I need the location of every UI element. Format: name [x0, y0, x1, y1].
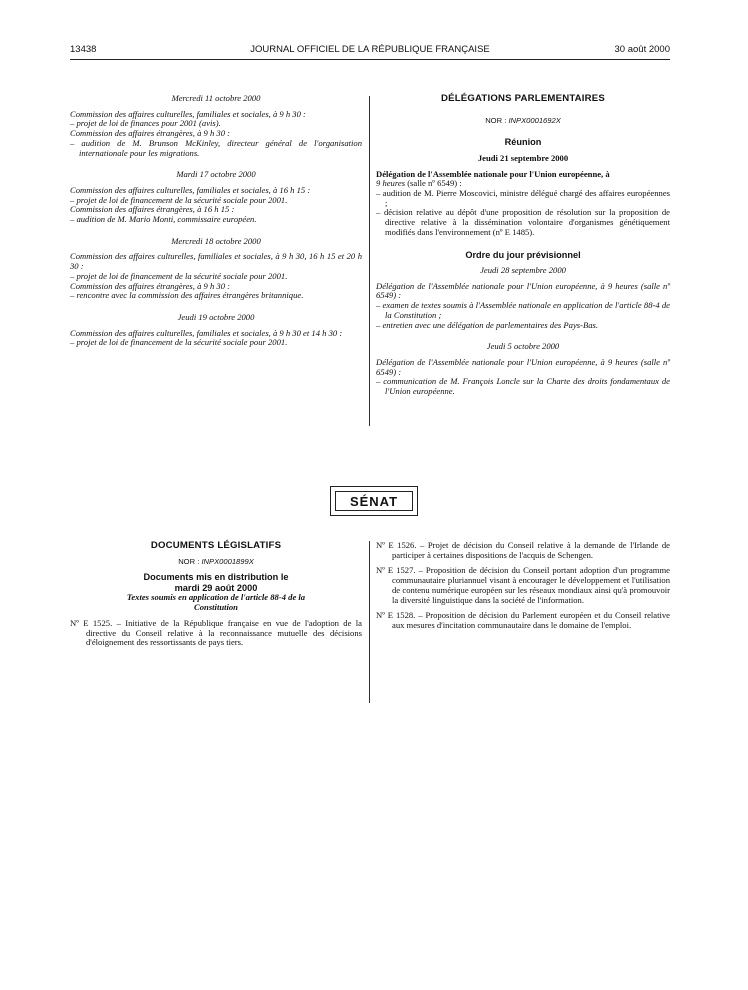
schedule-date: Mercredi 18 octobre 2000	[171, 235, 261, 246]
delegation-heading: Délégation de l'Assemblée nationale pour l'Union européenne, à 9 heures (salle nº 6549) :	[376, 356, 670, 377]
committee-heading: Commission des affaires culturelles, familiales et sociales, à 9 h 30, 16 h 15 et 20 h 30 :	[70, 251, 362, 272]
header-rule	[70, 59, 670, 60]
agenda-item: – audition de M. Brunson McKinley, directeur général de l'organisation internationale pour les migrations.	[70, 137, 362, 158]
documents-subtitle-article: Textes soumis en application de l'article 88-4 de la Constitution	[126, 592, 306, 613]
journal-title: JOURNAL OFFICIEL DE LA RÉPUBLIQUE FRANÇAISE	[250, 44, 490, 55]
documents-subtitle: Documents mis en distribution le mardi 29 août 2000	[143, 572, 289, 593]
nor-code: INPX0001899X	[201, 556, 254, 566]
agenda-date: Jeudi 28 septembre 2000	[480, 265, 566, 276]
right-top-column	[376, 94, 670, 397]
agenda-item: – projet de loi de financement de la sécurité sociale pour 2001.	[70, 337, 288, 348]
reunion-delegation: Délégation de l'Assemblée nationale pour l'Union européenne, à	[376, 168, 610, 179]
reunion-title: Réunion	[504, 137, 542, 148]
nor-reference-senat	[70, 557, 362, 567]
page-header	[70, 44, 670, 58]
schedule-date: Jeudi 19 octobre 2000	[177, 311, 255, 322]
reunion-date: Jeudi 21 septembre 2000	[477, 152, 569, 163]
senat-label: SÉNAT	[335, 491, 413, 511]
committee-heading: Commission des affaires culturelles, familiales et sociales, à 16 h 15 :	[70, 184, 311, 195]
nor-code: INPX0001692X	[508, 115, 561, 125]
committee-heading: Commission des affaires culturelles, familiales et sociales, à 9 h 30 :	[70, 108, 306, 119]
ordre-title: Ordre du jour prévisionnel	[465, 249, 581, 260]
document-entry: Nº E 1528. – Proposition de décision du Parlement européen et du Conseil relative aux mesures d'incitation communautaire dans le domaine de l'emploi.	[376, 610, 670, 630]
committee-heading: Commission des affaires étrangères, à 9 h 30 :	[70, 128, 231, 139]
agenda-item: – entretien avec une délégation de parlementaires des Pays-Bas.	[376, 319, 599, 330]
issue-date: 30 août 2000	[614, 44, 670, 55]
reunion-agenda	[376, 189, 670, 238]
agenda-item: – projet de loi de financement de la sécurité sociale pour 2001.	[70, 270, 288, 281]
documents-title: DOCUMENTS LÉGISLATIFS	[150, 540, 282, 551]
reunion-time: 9 heures	[376, 178, 406, 189]
page-number: 13438	[70, 44, 97, 55]
agenda-item: – projet de loi de finances pour 2001 (avis).	[70, 118, 221, 129]
agenda-item: – rencontre avec la commission des affaires étrangères britannique.	[70, 290, 304, 301]
nor-label: NOR :	[178, 556, 200, 566]
left-top-column	[70, 94, 362, 348]
provisional-agenda	[376, 266, 670, 397]
agenda-item: – communication de M. François Loncle sur la Charte des droits fondamentaux de l'Union européenne.	[376, 376, 670, 397]
right-bottom-column	[376, 541, 670, 631]
committee-schedule	[70, 94, 362, 348]
schedule-date: Mercredi 11 octobre 2000	[171, 93, 261, 103]
document-entry: Nº E 1525. – Initiative de la République française en vue de l'adoption de la directive du Conseil relative à la reconnaissance mutuelle des décisions d'éloignement des ressortissants de pays tiers.	[70, 617, 362, 648]
document-entries-left	[70, 619, 362, 648]
column-divider-top	[369, 96, 370, 426]
committee-heading: Commission des affaires culturelles, familiales et sociales, à 9 h 30 et 14 h 30 :	[70, 327, 343, 338]
delegation-heading: Délégation de l'Assemblée nationale pour l'Union européenne, à 9 heures (salle nº 6549) :	[376, 280, 670, 301]
agenda-item: – audition de M. Mario Monti, commissaire européen.	[70, 214, 257, 225]
schedule-date: Mardi 17 octobre 2000	[176, 169, 256, 180]
document-entries-right	[376, 541, 670, 631]
agenda-item: – projet de loi de financement de la sécurité sociale pour 2001.	[70, 194, 288, 205]
column-divider-bottom	[369, 541, 370, 703]
committee-heading: Commission des affaires étrangères, à 9 h 30 :	[70, 280, 231, 291]
reunion-room: (salle nº 6549) :	[405, 178, 462, 189]
nor-label: NOR :	[485, 115, 507, 125]
agenda-item: – examen de textes soumis à l'Assemblée nationale en application de l'article 88-4 de la Constitution ;	[376, 300, 670, 320]
left-bottom-column	[70, 541, 362, 648]
document-entry: Nº E 1527. – Proposition de décision du Conseil portant adoption d'un programme communautaire pluriannuel visant à encourager le développement et l'utilisation de contenu numérique européen sur les réseaux mondiaux ainsi qu'à promouvoir la diversité linguistique dans la société de l'information.	[376, 565, 670, 605]
senat-box	[330, 486, 418, 516]
reunion-item: – décision relative au dépôt d'une proposition de résolution sur la proposition de directive relative à la dissémination volontaire d'organismes génétiquement modifiés dans l'environnement (nº E 1485).	[376, 207, 670, 237]
nor-reference	[376, 116, 670, 126]
agenda-date: Jeudi 5 octobre 2000	[486, 341, 560, 352]
reunion-item: – audition de M. Pierre Moscovici, ministre délégué chargé des affaires européennes ;	[376, 188, 670, 208]
committee-heading: Commission des affaires étrangères, à 16 h 15 :	[70, 204, 235, 215]
document-entry: Nº E 1526. – Projet de décision du Conseil relative à la demande de l'Irlande de participer à certaines dispositions de l'acquis de Schengen.	[376, 540, 670, 560]
reunion-heading	[376, 170, 670, 189]
delegations-title: DÉLÉGATIONS PARLEMENTAIRES	[440, 93, 606, 104]
